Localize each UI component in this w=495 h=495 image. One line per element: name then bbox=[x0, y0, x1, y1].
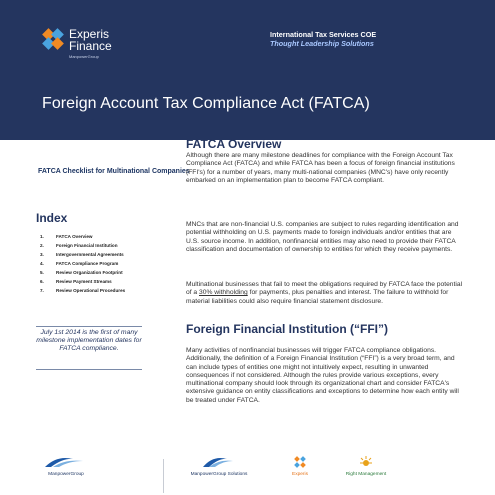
ffi-heading: Foreign Financial Institution (“FFI”) bbox=[186, 322, 388, 336]
manpowergroup-logo bbox=[16, 455, 116, 495]
right-management-sun-icon bbox=[358, 455, 374, 469]
right-management-logo bbox=[336, 455, 396, 495]
index-item[interactable] bbox=[40, 277, 125, 286]
index-item-label: Foreign Financial Institution bbox=[56, 243, 118, 248]
manpowergroup-swoosh-icon bbox=[43, 455, 89, 469]
overview-paragraph-2: MNCs that are non-financial U.S. companies are subject to rules regarding identification and potential withholding on U.S. payments made to foreign individuals and/or entities that are U.S. source income. In addition, nonfinancial entities may also need to provide their FATCA classification and documentation of ownership to entities for which they receive payments. bbox=[186, 221, 459, 253]
index-item[interactable] bbox=[40, 268, 125, 277]
header-banner bbox=[0, 0, 495, 140]
ffi-paragraph-1: Many activities of nonfinancial businesses will trigger FATCA compliance obligations. Additionally, the definition of a Foreign Financial Institution (“FFI”) is a very broad term, and can include types of entities one might not intuitively expect, resulting in unwanted consequences if not considered. Although the rules provide various exceptions, every multinational company should look through its organizational chart and consider FATCA's extensive guidance on entity classifications and exceptions to determine how each entity will be treated under FATCA. bbox=[186, 347, 459, 404]
overview-paragraph-1: Although there are many milestone deadlines for compliance with the Foreign Account Tax Compliance Act (FATCA) and while FATCA has been a focus of foreign financial institutions (FFI's) for a number of years, many multi-national companies (MNC's) have only recently embarked on an implementation plan to become FATCA compliant. bbox=[186, 152, 455, 184]
index-item-number: 6. bbox=[40, 279, 44, 284]
index-item[interactable] bbox=[40, 241, 125, 250]
logo-line-2: Finance bbox=[69, 39, 112, 53]
index-item-number: 7. bbox=[40, 288, 44, 293]
experis-footer-logo bbox=[266, 455, 334, 495]
manpowergroup-solutions-logo bbox=[174, 455, 264, 495]
logo-line-1: Experis bbox=[69, 27, 110, 41]
overview-heading: FATCA Overview bbox=[186, 137, 282, 151]
index-item[interactable] bbox=[40, 232, 125, 241]
experis-finance-logo bbox=[42, 28, 182, 68]
experis-x-icon bbox=[42, 28, 64, 50]
logo-wordmark bbox=[69, 28, 112, 52]
index-title: Index bbox=[36, 211, 68, 225]
page-title: Foreign Account Tax Compliance Act (FATCA) bbox=[42, 95, 370, 112]
index-item-label: Review Payment Streams bbox=[56, 279, 112, 284]
overview-p3-text-b: for payments, plus penalties and interest. The failure to withhold for material liabilities could also require financial statement disclosure. bbox=[186, 289, 449, 305]
index-item-number: 5. bbox=[40, 270, 44, 275]
withholding-link[interactable]: 30% withholding bbox=[199, 289, 248, 297]
overview-p3-text-a: Multinational businesses that fail to meet the obligations required by FATCA face the potential of a bbox=[186, 281, 463, 297]
index-item-label: FATCA Overview bbox=[56, 234, 93, 239]
index-item-label: Intergovernmental Agreements bbox=[56, 252, 124, 257]
org-line-1: International Tax Services COE bbox=[270, 30, 377, 39]
milestone-note bbox=[36, 326, 142, 370]
index-item-label: Review Operational Procedures bbox=[56, 288, 126, 293]
org-line-2: Thought Leadership Solutions bbox=[270, 39, 374, 48]
milestone-note-text: July 1st 2014 is the first of many milestone implementation dates for FATCA compliance. bbox=[36, 329, 142, 352]
index-item-label: FATCA Compliance Program bbox=[56, 261, 119, 266]
footer-logo-label-4: Right Management bbox=[345, 471, 387, 477]
footer-logo-label-3: Experis bbox=[292, 471, 308, 477]
index-item-number: 2. bbox=[40, 243, 44, 248]
footer-logo-label-2: ManpowerGroup Solutions bbox=[190, 471, 248, 477]
index-item-label: Review Organization Footprint bbox=[56, 270, 123, 275]
overview-paragraph-3 bbox=[186, 281, 464, 306]
index-list bbox=[40, 232, 125, 295]
index-item-number: 4. bbox=[40, 261, 44, 266]
solutions-swoosh-icon bbox=[201, 455, 237, 469]
index-item[interactable] bbox=[40, 286, 125, 295]
index-item[interactable] bbox=[40, 250, 125, 259]
logo-subtitle: ManpowerGroup bbox=[69, 54, 99, 59]
footer-logos bbox=[0, 455, 495, 495]
org-block bbox=[270, 30, 376, 48]
checklist-heading: FATCA Checklist for Multinational Companies bbox=[38, 168, 190, 175]
index-item-number: 3. bbox=[40, 252, 44, 257]
experis-footer-icon bbox=[293, 455, 307, 469]
footer-divider bbox=[163, 459, 164, 493]
footer-logo-label-1: ManpowerGroup bbox=[48, 471, 84, 477]
index-item[interactable] bbox=[40, 259, 125, 268]
index-item-number: 1. bbox=[40, 234, 44, 239]
